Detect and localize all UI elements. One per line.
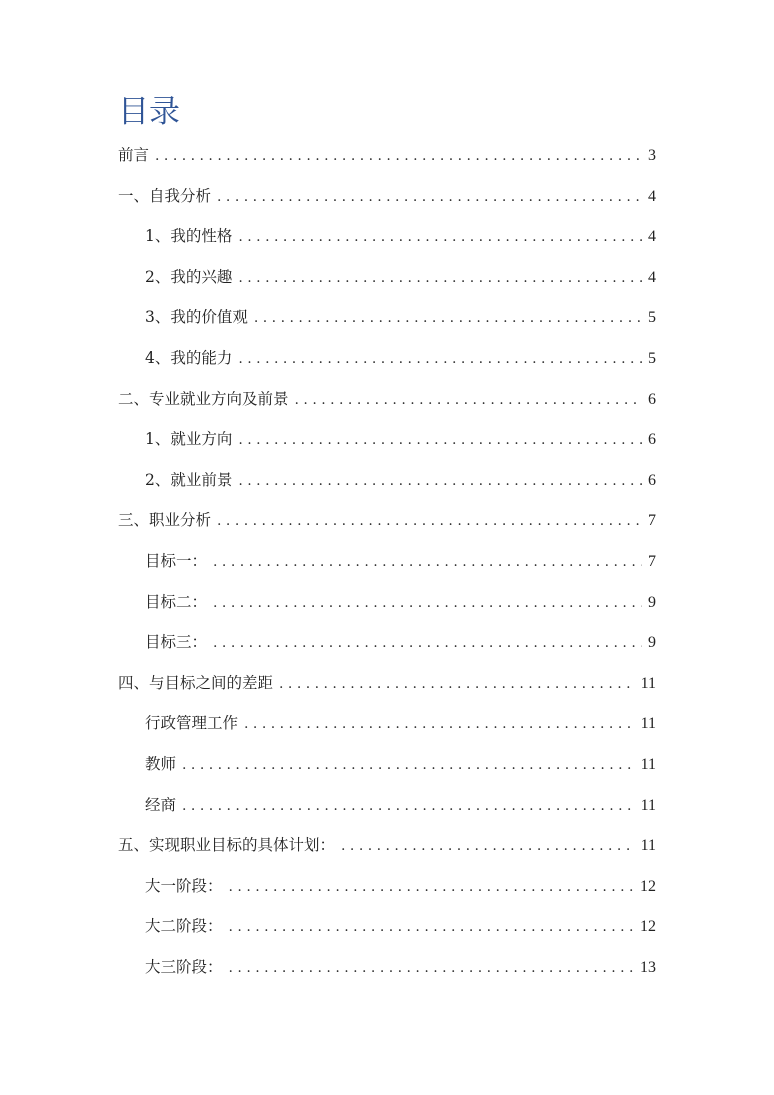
toc-entry-text: 一、自我分析	[118, 186, 212, 205]
toc-page-number: 7	[648, 552, 656, 570]
toc-entry[interactable]	[118, 906, 656, 947]
toc-dot-leader	[229, 948, 634, 988]
toc-page-number: 6	[648, 471, 656, 489]
toc-entry-text: 前言	[118, 146, 150, 164]
toc-dot-leader	[238, 258, 642, 298]
toc-dot-leader	[229, 867, 634, 907]
toc-entry-text: 行政管理工作	[145, 714, 239, 733]
toc-entry[interactable]	[118, 866, 656, 907]
toc-dot-leader	[238, 217, 642, 257]
toc-page-number: 11	[640, 755, 656, 773]
toc-page-number: 4	[648, 187, 656, 205]
toc-entry[interactable]	[118, 135, 656, 176]
toc-page-number: 13	[640, 958, 656, 976]
toc-entry-text: 1、就业方向	[145, 430, 233, 449]
toc-dot-leader	[182, 786, 635, 826]
toc-page-number: 6	[648, 431, 656, 449]
toc-entry[interactable]	[118, 703, 656, 744]
toc-entry-text: 大三阶段：	[145, 957, 223, 976]
toc-entry[interactable]	[118, 500, 656, 541]
toc-dot-leader	[238, 461, 642, 501]
toc-dot-leader	[229, 907, 634, 947]
toc-page-number: 11	[640, 837, 656, 855]
toc-page-number: 6	[648, 390, 656, 408]
toc-entry[interactable]	[118, 744, 656, 785]
toc-page-number: 5	[648, 349, 656, 367]
toc-dot-leader	[295, 380, 642, 420]
toc-entry-text: 大二阶段：	[145, 917, 223, 936]
toc-entry-text: 3、我的价值观	[145, 308, 248, 327]
toc-page-number: 4	[648, 228, 656, 246]
toc-entry[interactable]	[118, 460, 656, 501]
toc-page-number: 9	[648, 634, 656, 652]
toc-page-number: 12	[640, 877, 656, 895]
toc-dot-leader	[213, 583, 642, 623]
toc-entry-text: 1、我的性格	[145, 227, 233, 246]
toc-page-number: 5	[648, 309, 656, 327]
toc-dot-leader	[238, 420, 642, 460]
toc-entry-text: 目标三：	[145, 633, 208, 652]
toc-page-number: 11	[640, 796, 656, 814]
toc-dot-leader	[182, 745, 635, 785]
toc-page-number: 11	[640, 715, 656, 733]
toc-page-number: 9	[648, 593, 656, 611]
toc-page-number: 12	[640, 918, 656, 936]
toc-entry[interactable]	[118, 419, 656, 460]
toc-entry[interactable]	[118, 947, 656, 988]
toc-page-number: 7	[648, 512, 656, 530]
toc-entry-text: 4、我的能力	[145, 348, 233, 367]
toc-entry-text: 2、就业前景	[145, 470, 233, 489]
toc-entry[interactable]	[118, 257, 656, 298]
toc-entry[interactable]	[118, 825, 656, 866]
toc-dot-leader	[279, 664, 635, 704]
toc-entry-text: 目标一：	[145, 551, 208, 570]
toc-entry[interactable]	[118, 785, 656, 826]
toc-entry[interactable]	[118, 622, 656, 663]
toc-entry[interactable]	[118, 582, 656, 623]
toc-dot-leader	[217, 177, 642, 217]
toc-entry[interactable]	[118, 338, 656, 379]
toc-entry-text: 大一阶段：	[145, 876, 223, 895]
toc-entry[interactable]	[118, 663, 656, 704]
toc-page-number: 11	[640, 674, 656, 692]
toc-entry-text: 经商	[145, 795, 177, 814]
toc-list	[118, 135, 656, 987]
toc-entry-text: 三、职业分析	[118, 511, 212, 530]
toc-dot-leader	[341, 826, 635, 866]
toc-entry-text: 五、实现职业目标的具体计划：	[118, 836, 336, 855]
toc-entry[interactable]	[118, 541, 656, 582]
toc-entry[interactable]	[118, 297, 656, 338]
toc-entry-text: 二、专业就业方向及前景	[118, 389, 289, 408]
toc-entry[interactable]	[118, 176, 656, 217]
toc-page-number: 4	[648, 268, 656, 286]
toc-dot-leader	[217, 501, 642, 541]
toc-dot-leader	[238, 339, 642, 379]
toc-entry[interactable]	[118, 216, 656, 257]
toc-entry-text: 目标二：	[145, 592, 208, 611]
toc-dot-leader	[155, 136, 642, 176]
toc-entry-text: 四、与目标之间的差距	[118, 673, 274, 692]
toc-dot-leader	[244, 704, 635, 744]
toc-entry[interactable]	[118, 379, 656, 420]
toc-dot-leader	[213, 623, 642, 663]
toc-title: 目录	[118, 94, 180, 130]
toc-entry-text: 2、我的兴趣	[145, 267, 233, 286]
toc-dot-leader	[254, 298, 642, 338]
toc-dot-leader	[213, 542, 642, 582]
toc-entry-text: 教师	[145, 754, 177, 773]
toc-page-number: 3	[648, 147, 656, 164]
